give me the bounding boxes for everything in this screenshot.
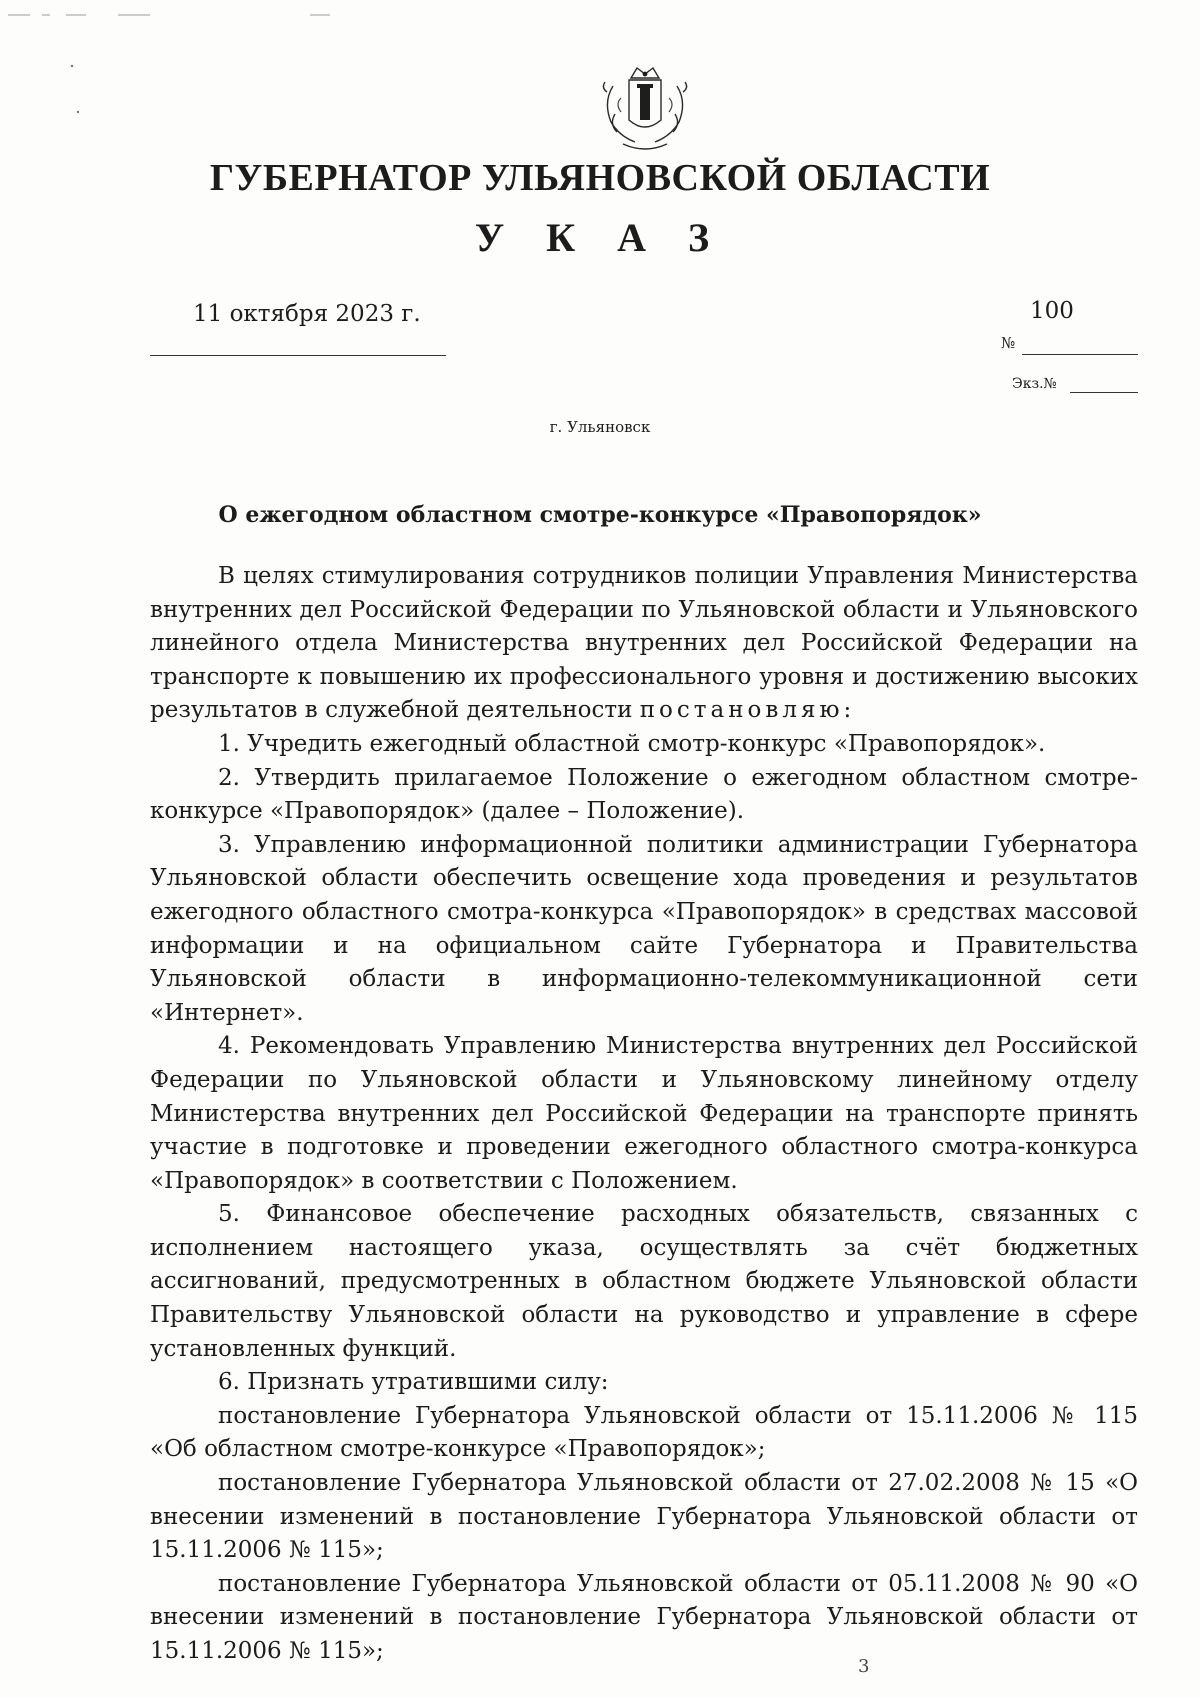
paragraph-1: 1. Учредить ежегодный областной смотр-конкурс «Правопорядок». (218, 730, 1046, 757)
preamble-text: В целях стимулирования сотрудников полиции Управления Министерства внутренних дел Российской Федерации по Ульяновской области и Ульяновского линейного отдела Министерства внутренних дел Российской Федерации на транспорте к повышению их профессионального уровня и достижению высоких результатов в служебной деятельности (150, 563, 1138, 724)
document-type: У К А З (474, 215, 726, 260)
decree-body (150, 560, 1138, 1669)
page-mark: 3 (858, 1656, 870, 1677)
decree-title: О ежегодном областном смотре-конкурсе «Правопорядок» (218, 502, 982, 528)
date-underline (150, 355, 446, 356)
number-underline (1022, 354, 1138, 355)
paragraph-3: 3. Управлению информационной политики администрации Губернатора Ульяновской области обеспечить освещение хода проведения и результатов ежегодного областного смотра-конкурса «Правопорядок» в средствах массовой информации и на официальном сайте Губернатора и Правительства Ульяновской области в информационно-телекоммуникационной сети «Интернет». (150, 831, 1138, 1026)
paragraph-4: 4. Рекомендовать Управлению Министерства внутренних дел Российской Федерации по Ульяновской области и Ульяновскому линейному отделу Министерства внутренних дел Российской Федерации на транспорте принять участие в подготовке и проведении ежегодного областного смотра-конкурса «Правопорядок» в соответствии с Положением. (150, 1033, 1138, 1194)
decree-number: 100 (1030, 298, 1074, 324)
paragraph-2: 2. Утвердить прилагаемое Положение о ежегодном областном смотре-конкурсе «Правопорядок» (далее – Положение). (150, 764, 1138, 825)
copy-number-underline (1070, 392, 1138, 393)
copy-number-label: Экз.№ (1012, 376, 1057, 392)
coat-of-arms-icon (593, 62, 697, 154)
number-label: № (1001, 334, 1016, 352)
repealed-act-3: постановление Губернатора Ульяновской области от 05.11.2008 № 90 «О внесении изменений в постановление Губернатора Ульяновской области от 15.11.2006 № 115»; (150, 1570, 1138, 1664)
decree-word: постановляю: (639, 697, 856, 724)
repealed-act-2: постановление Губернатора Ульяновской области от 27.02.2008 № 15 «О внесении изменений в постановление Губернатора Ульяновской области от 15.11.2006 № 115»; (150, 1470, 1138, 1564)
paragraph-6: 6. Признать утратившими силу: (218, 1369, 609, 1396)
decree-date: 11 октября 2023 г. (193, 301, 421, 327)
paragraph-preamble (150, 560, 1138, 728)
city: г. Ульяновск (549, 418, 651, 436)
repealed-act-1: постановление Губернатора Ульяновской области от 15.11.2006 № 115 «Об областном смотре-конкурсе «Правопорядок»; (150, 1402, 1138, 1463)
paragraph-5: 5. Финансовое обеспечение расходных обязательств, связанных с исполнением настоящего указа, осуществлять за счёт бюджетных ассигнований, предусмотренных в областном бюджете Ульяновской области Правительству Ульяновской области на руководство и управление в сфере установленных функций. (150, 1201, 1138, 1362)
issuing-authority: ГУБЕРНАТОР УЛЬЯНОВСКОЙ ОБЛАСТИ (209, 157, 991, 199)
